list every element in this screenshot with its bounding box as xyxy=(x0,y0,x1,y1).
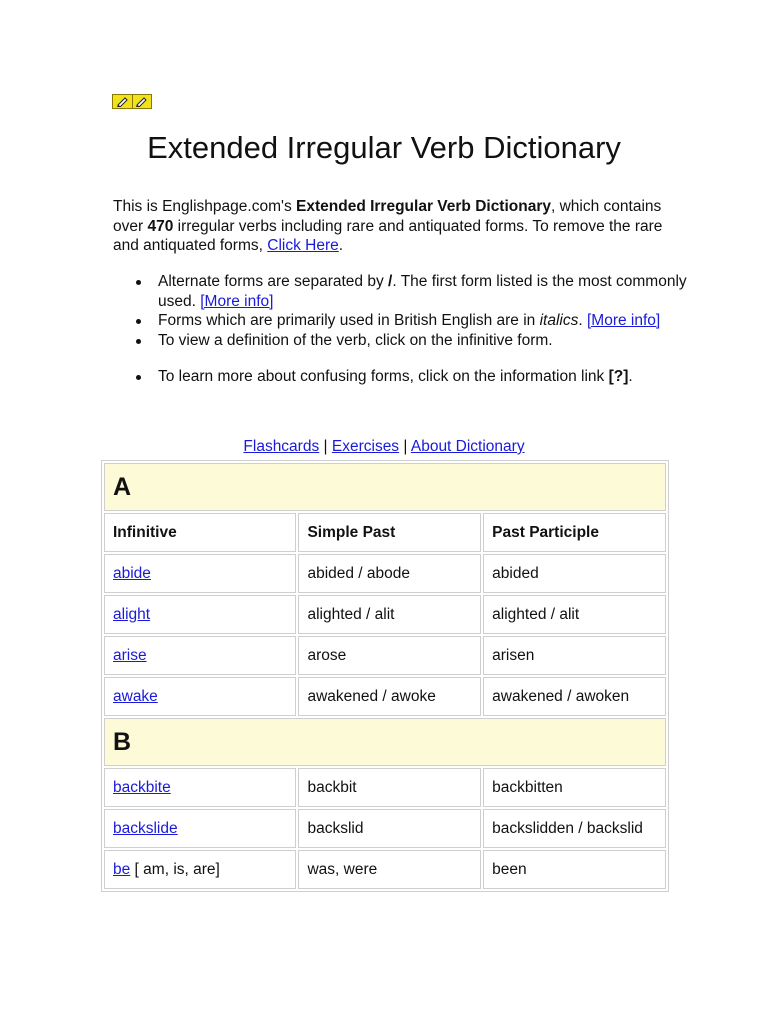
infinitive-cell xyxy=(104,768,296,807)
intro-text: , which contains over xyxy=(113,198,662,235)
note-british-forms xyxy=(158,311,718,331)
simple-past-cell: alighted / alit xyxy=(298,595,481,634)
infinitive-cell xyxy=(104,850,296,889)
header-row xyxy=(104,513,666,552)
intro-text: irregular verbs including rare and antiquated forms. To remove the rare and antiquated forms, xyxy=(113,217,663,254)
about-dictionary-link[interactable]: About Dictionary xyxy=(410,438,525,455)
header-past-participle: Past Participle xyxy=(483,513,666,552)
infinitive-link[interactable]: be xyxy=(113,860,131,878)
pencil-icon xyxy=(132,95,152,108)
italics-word: italics xyxy=(539,312,579,329)
verb-table-body xyxy=(104,463,666,889)
simple-past-cell: was, were xyxy=(298,850,481,889)
nav-separator: | xyxy=(323,438,328,455)
header-infinitive: Infinitive xyxy=(104,513,296,552)
past-participle-cell: been xyxy=(483,850,666,889)
more-info-link[interactable]: [More info] xyxy=(200,292,274,310)
intro-dictionary-name: Extended Irregular Verb Dictionary xyxy=(296,198,551,215)
note-text: . xyxy=(578,312,587,329)
past-participle-cell: alighted / alit xyxy=(483,595,666,634)
section-letter: B xyxy=(104,718,666,766)
table-row xyxy=(104,636,666,675)
table-row xyxy=(104,595,666,634)
more-info-link[interactable]: [More info] xyxy=(587,312,661,329)
flashcards-link[interactable]: Flashcards xyxy=(243,438,320,455)
past-participle-cell: awakened / awoken xyxy=(483,677,666,716)
exercises-link[interactable]: Exercises xyxy=(331,438,400,455)
infinitive-note: [ am, is, are] xyxy=(130,860,220,878)
simple-past-cell: abided / abode xyxy=(298,554,481,593)
pencil-icon-svg xyxy=(135,96,148,107)
infinitive-link[interactable]: awake xyxy=(113,687,158,705)
site-logo[interactable] xyxy=(112,94,152,109)
dictionary-nav xyxy=(0,438,768,456)
section-letter: A xyxy=(104,463,666,511)
past-participle-cell: backslidden / backslid xyxy=(483,809,666,848)
infinitive-link[interactable]: backslide xyxy=(113,819,178,837)
intro-paragraph xyxy=(113,197,673,256)
page-title: Extended Irregular Verb Dictionary xyxy=(147,130,621,165)
nav-separator: | xyxy=(403,438,408,455)
note-text: Forms which are primarily used in British English are in xyxy=(158,312,540,329)
infinitive-link[interactable]: backbite xyxy=(113,778,171,796)
note-text: To learn more about confusing forms, click on the information link xyxy=(158,368,609,385)
header-simple-past: Simple Past xyxy=(298,513,481,552)
remove-rare-forms-link[interactable]: Click Here xyxy=(267,237,339,254)
past-participle-cell: abided xyxy=(483,554,666,593)
verb-table xyxy=(101,460,669,892)
infinitive-cell xyxy=(104,554,296,593)
note-text: . xyxy=(628,368,633,385)
infinitive-link[interactable]: alight xyxy=(113,605,151,623)
separator-symbol: / xyxy=(388,273,393,290)
table-row xyxy=(104,850,666,889)
section-letter-row xyxy=(104,463,666,511)
infinitive-link[interactable]: arise xyxy=(113,646,147,664)
infinitive-cell xyxy=(104,677,296,716)
infinitive-cell xyxy=(104,636,296,675)
simple-past-cell: backslid xyxy=(298,809,481,848)
past-participle-cell: arisen xyxy=(483,636,666,675)
note-alternate-forms xyxy=(158,272,718,311)
table-row xyxy=(104,809,666,848)
intro-text: . xyxy=(338,237,344,254)
past-participle-cell: backbitten xyxy=(483,768,666,807)
note-definitions: To view a definition of the verb, click on the infinitive form. xyxy=(158,331,718,351)
note-text: Alternate forms are separated by xyxy=(158,273,389,290)
intro-verb-count: 470 xyxy=(147,217,174,235)
info-link-symbol: [?] xyxy=(608,368,629,385)
pencil-icon-svg xyxy=(116,96,129,107)
notes-list xyxy=(113,272,718,387)
table-row xyxy=(104,768,666,807)
pencil-icon xyxy=(113,95,132,108)
infinitive-cell xyxy=(104,809,296,848)
section-letter-row xyxy=(104,718,666,766)
infinitive-link[interactable]: abide xyxy=(113,564,151,582)
note-text: . The first form listed is the most commonly used. xyxy=(158,273,687,310)
intro-text: This is Englishpage.com's xyxy=(113,198,297,215)
simple-past-cell: arose xyxy=(298,636,481,675)
simple-past-cell: backbit xyxy=(298,768,481,807)
table-row xyxy=(104,554,666,593)
infinitive-cell xyxy=(104,595,296,634)
simple-past-cell: awakened / awoke xyxy=(298,677,481,716)
note-confusing-forms xyxy=(158,367,718,387)
table-row xyxy=(104,677,666,716)
